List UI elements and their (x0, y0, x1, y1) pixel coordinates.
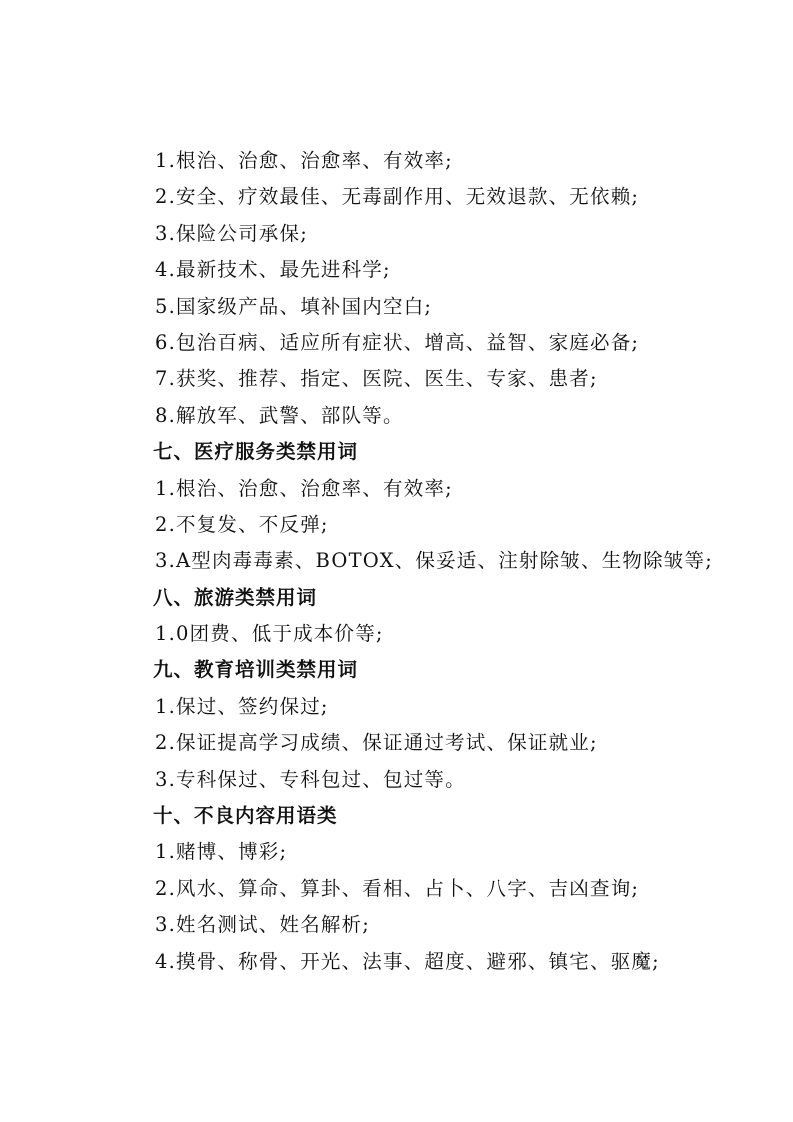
list-item: 3.专科保过、专科包过、包过等。 (155, 767, 466, 791)
list-item: 1.0团费、低于成本价等; (155, 622, 384, 646)
list-item: 3.保险公司承保; (155, 221, 308, 245)
list-item: 2.风水、算命、算卦、看相、占卜、八字、吉凶查询; (155, 876, 640, 900)
list-item: 8.解放军、武警、部队等。 (155, 403, 404, 427)
list-item: 2.不复发、不反弹; (155, 512, 329, 536)
list-item: 2.保证提高学习成绩、保证通过考试、保证就业; (155, 731, 598, 755)
list-item: 3.A型肉毒毒素、BOTOX、保妥适、注射除皱、生物除皱等; (155, 549, 713, 573)
list-item: 1.根治、治愈、治愈率、有效率; (155, 149, 453, 172)
list-item: 2.安全、疗效最佳、无毒副作用、无效退款、无依赖; (155, 185, 640, 209)
section-heading: 九、教育培训类禁用词 (153, 658, 359, 682)
list-item: 7.获奖、推荐、指定、医院、医生、专家、患者; (155, 367, 598, 391)
section-heading: 十、不良内容用语类 (153, 804, 338, 828)
list-item: 1.根治、治愈、治愈率、有效率; (155, 476, 453, 500)
section-heading: 七、医疗服务类禁用词 (153, 440, 359, 464)
list-item: 4.摸骨、称骨、开光、法事、超度、避邪、镇宅、驱魔; (155, 949, 660, 973)
list-item: 6.包治百病、适应所有症状、增高、益智、家庭必备; (155, 330, 640, 354)
list-item: 1.赌博、博彩; (155, 840, 288, 864)
list-item: 4.最新技术、最先进科学; (155, 258, 391, 282)
document-body (155, 143, 755, 980)
section-heading: 八、旅游类禁用词 (153, 585, 318, 609)
list-item: 1.保过、签约保过; (155, 694, 329, 718)
list-item: 5.国家级产品、填补国内空白; (155, 294, 433, 318)
list-item: 3.姓名测试、姓名解析; (155, 913, 371, 937)
